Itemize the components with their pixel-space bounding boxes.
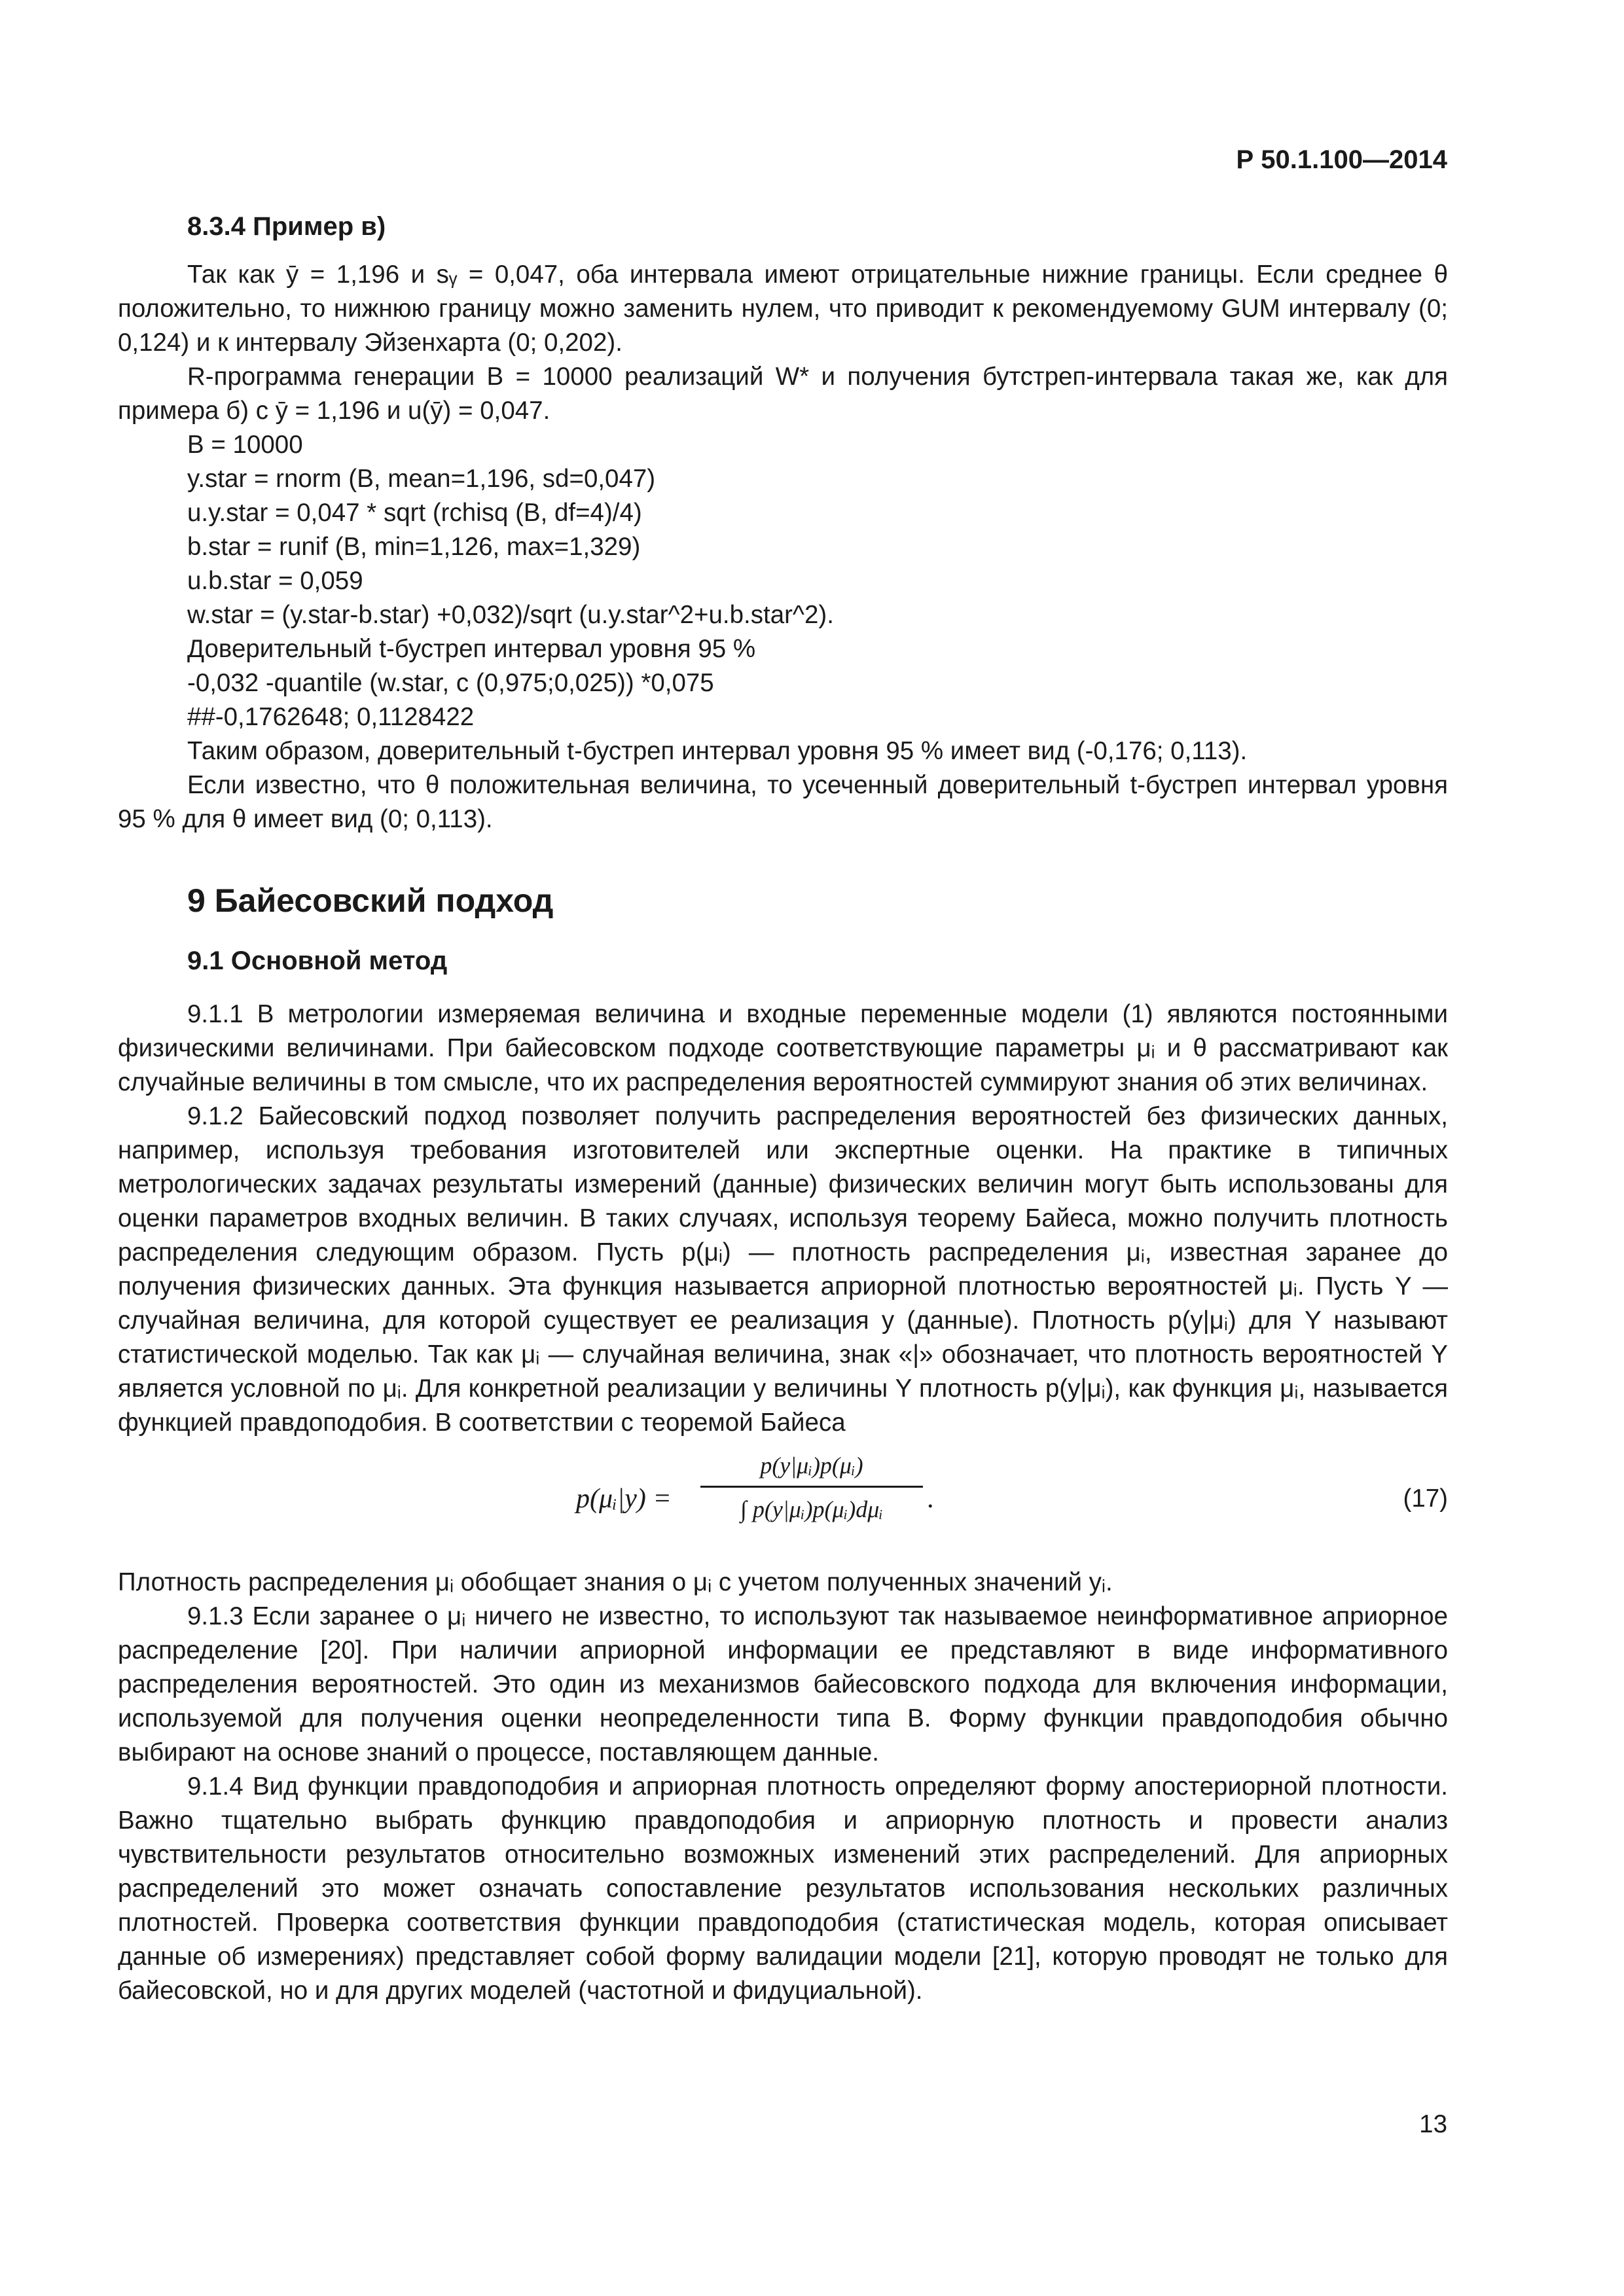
paragraph: R-программа генерации B = 10000 реализаций W* и получения бутстреп-интервала такая же, как для примера б) с ȳ = 1,196 и u(ȳ) = 0,047. — [118, 363, 1448, 425]
code-line: Таким образом, доверительный t-бустреп интервал уровня 95 % имеет вид (-0,176; 0,113). — [187, 737, 1248, 765]
section-8-3-4-title: 8.3.4 Пример в) — [187, 212, 386, 241]
formula-numerator: p(y|μᵢ)p(μᵢ) — [760, 1452, 863, 1479]
code-line: B = 10000 — [187, 431, 303, 459]
code-line: ##-0,1762648; 0,1128422 — [187, 703, 475, 731]
equation-17 — [118, 1448, 1448, 1547]
formula-lhs: p(μᵢ|y) = — [576, 1484, 672, 1514]
code-line: -0,032 -quantile (w.star, c (0,975;0,025)) *0,075 — [187, 669, 714, 697]
document-code-header: Р 50.1.100—2014 — [1236, 145, 1447, 174]
code-line: Доверительный t-бустреп интервал уровня 95 % — [187, 635, 756, 663]
code-line: y.star = rnorm (B, mean=1,196, sd=0,047) — [187, 465, 656, 493]
section-9-1-heading: 9.1 Основной метод — [187, 946, 448, 975]
paragraph: Так как ȳ = 1,196 и sᵧ = 0,047, оба интервала имеют отрицательные нижние границы. Если среднее θ положительно, то нижнюю границу можно заменить нулем, что приводит к рекомендуемому GUM интервалу (0; 0,124) и к интервалу Эйзенхарта (0; 0,202). — [118, 260, 1448, 357]
section-9-heading: 9 Байесовский подход — [187, 882, 554, 919]
code-line: u.y.star = 0,047 * sqrt (rchisq (B, df=4)/4) — [187, 499, 642, 527]
formula-period: . — [927, 1484, 934, 1514]
code-line: u.b.star = 0,059 — [187, 567, 363, 595]
formula-fraction — [700, 1448, 923, 1527]
code-line: b.star = runif (B, min=1,126, max=1,329) — [187, 533, 641, 561]
equation-number: (17) — [1403, 1484, 1448, 1513]
paragraph: Если известно, что θ положительная величина, то усеченный доверительный t-бустреп интервал уровня 95 % для θ имеет вид (0; 0,113). — [118, 771, 1448, 833]
paragraph-9-1-2: 9.1.2 Байесовский подход позволяет получить распределения вероятностей без физических данных, например, используя требования изготовителей или экспертные оценки. На практике в типичных метрологических задачах результаты измерений (данные) физических величин могут быть использованы для оценки параметров входных величин. В таких случаях, используя теорему Байеса, можно получить плотность распределения следующим образом. Пусть p(μᵢ) — плотность распределения μᵢ, известная заранее до получения физических данных. Эта функция называется априорной плотностью вероятностей μᵢ. Пусть Y — случайная величина, для которой существует ее реализация y (данные). Плотность p(y|μᵢ) для Y называют статистической моделью. Так как μᵢ — случайная величина, знак «|» обозначает, что плотность вероятностей Y является условной по μᵢ. Для конкретной реализации y величины Y плотность p(y|μᵢ), как функция μᵢ, называется функцией правдоподобия. В соответствии с теоремой Байеса — [118, 1102, 1448, 1437]
paragraph-9-1-3: 9.1.3 Если заранее о μᵢ ничего не известно, то используют так называемое неинформативное априорное распределение [20]. При наличии априорной информации ее представляют в виде информативного распределения вероятностей. Это один из механизмов байесовского подхода для включения информации, используемой для получения оценки неопределенности типа B. Форму функции правдоподобия обычно выбирают на основе знаний о процессе, поставляющем данные. — [118, 1602, 1448, 1767]
code-line: w.star = (y.star-b.star) +0,032)/sqrt (u.y.star^2+u.b.star^2). — [187, 601, 834, 629]
paragraph-9-1-4: 9.1.4 Вид функции правдоподобия и априорная плотность определяют форму апостериорной плотности. Важно тщательно выбрать функцию правдоподобия и априорную плотность и провести анализ чувствительности результатов относительно возможных изменений этих распределений. Для априорных распределений это может означать сопоставление результатов использования нескольких различных плотностей. Проверка соответствия функции правдоподобия (статистическая модель, которая описывает данные об измерениях) представляет собой форму валидации модели [21], которую проводят не только для байесовской, но и для других моделей (частотной и фидуциальной). — [118, 1772, 1448, 2005]
page-content — [118, 209, 1448, 2008]
formula-denominator: ∫ p(y|μᵢ)p(μᵢ)dμᵢ — [740, 1496, 883, 1522]
r-code-block — [118, 428, 1448, 768]
page-number: 13 — [1419, 2110, 1447, 2138]
paragraph: Плотность распределения μᵢ обобщает знания о μᵢ с учетом полученных значений yᵢ. — [118, 1568, 1113, 1596]
paragraph-9-1-1: 9.1.1 В метрологии измеряемая величина и входные переменные модели (1) являются постоянными физическими величинами. При байесовском подходе соответствующие параметры μᵢ и θ рассматривают как случайные величины в том смысле, что их распределения вероятностей суммируют знания об этих величинах. — [118, 1000, 1448, 1096]
fraction-bar — [700, 1486, 923, 1488]
